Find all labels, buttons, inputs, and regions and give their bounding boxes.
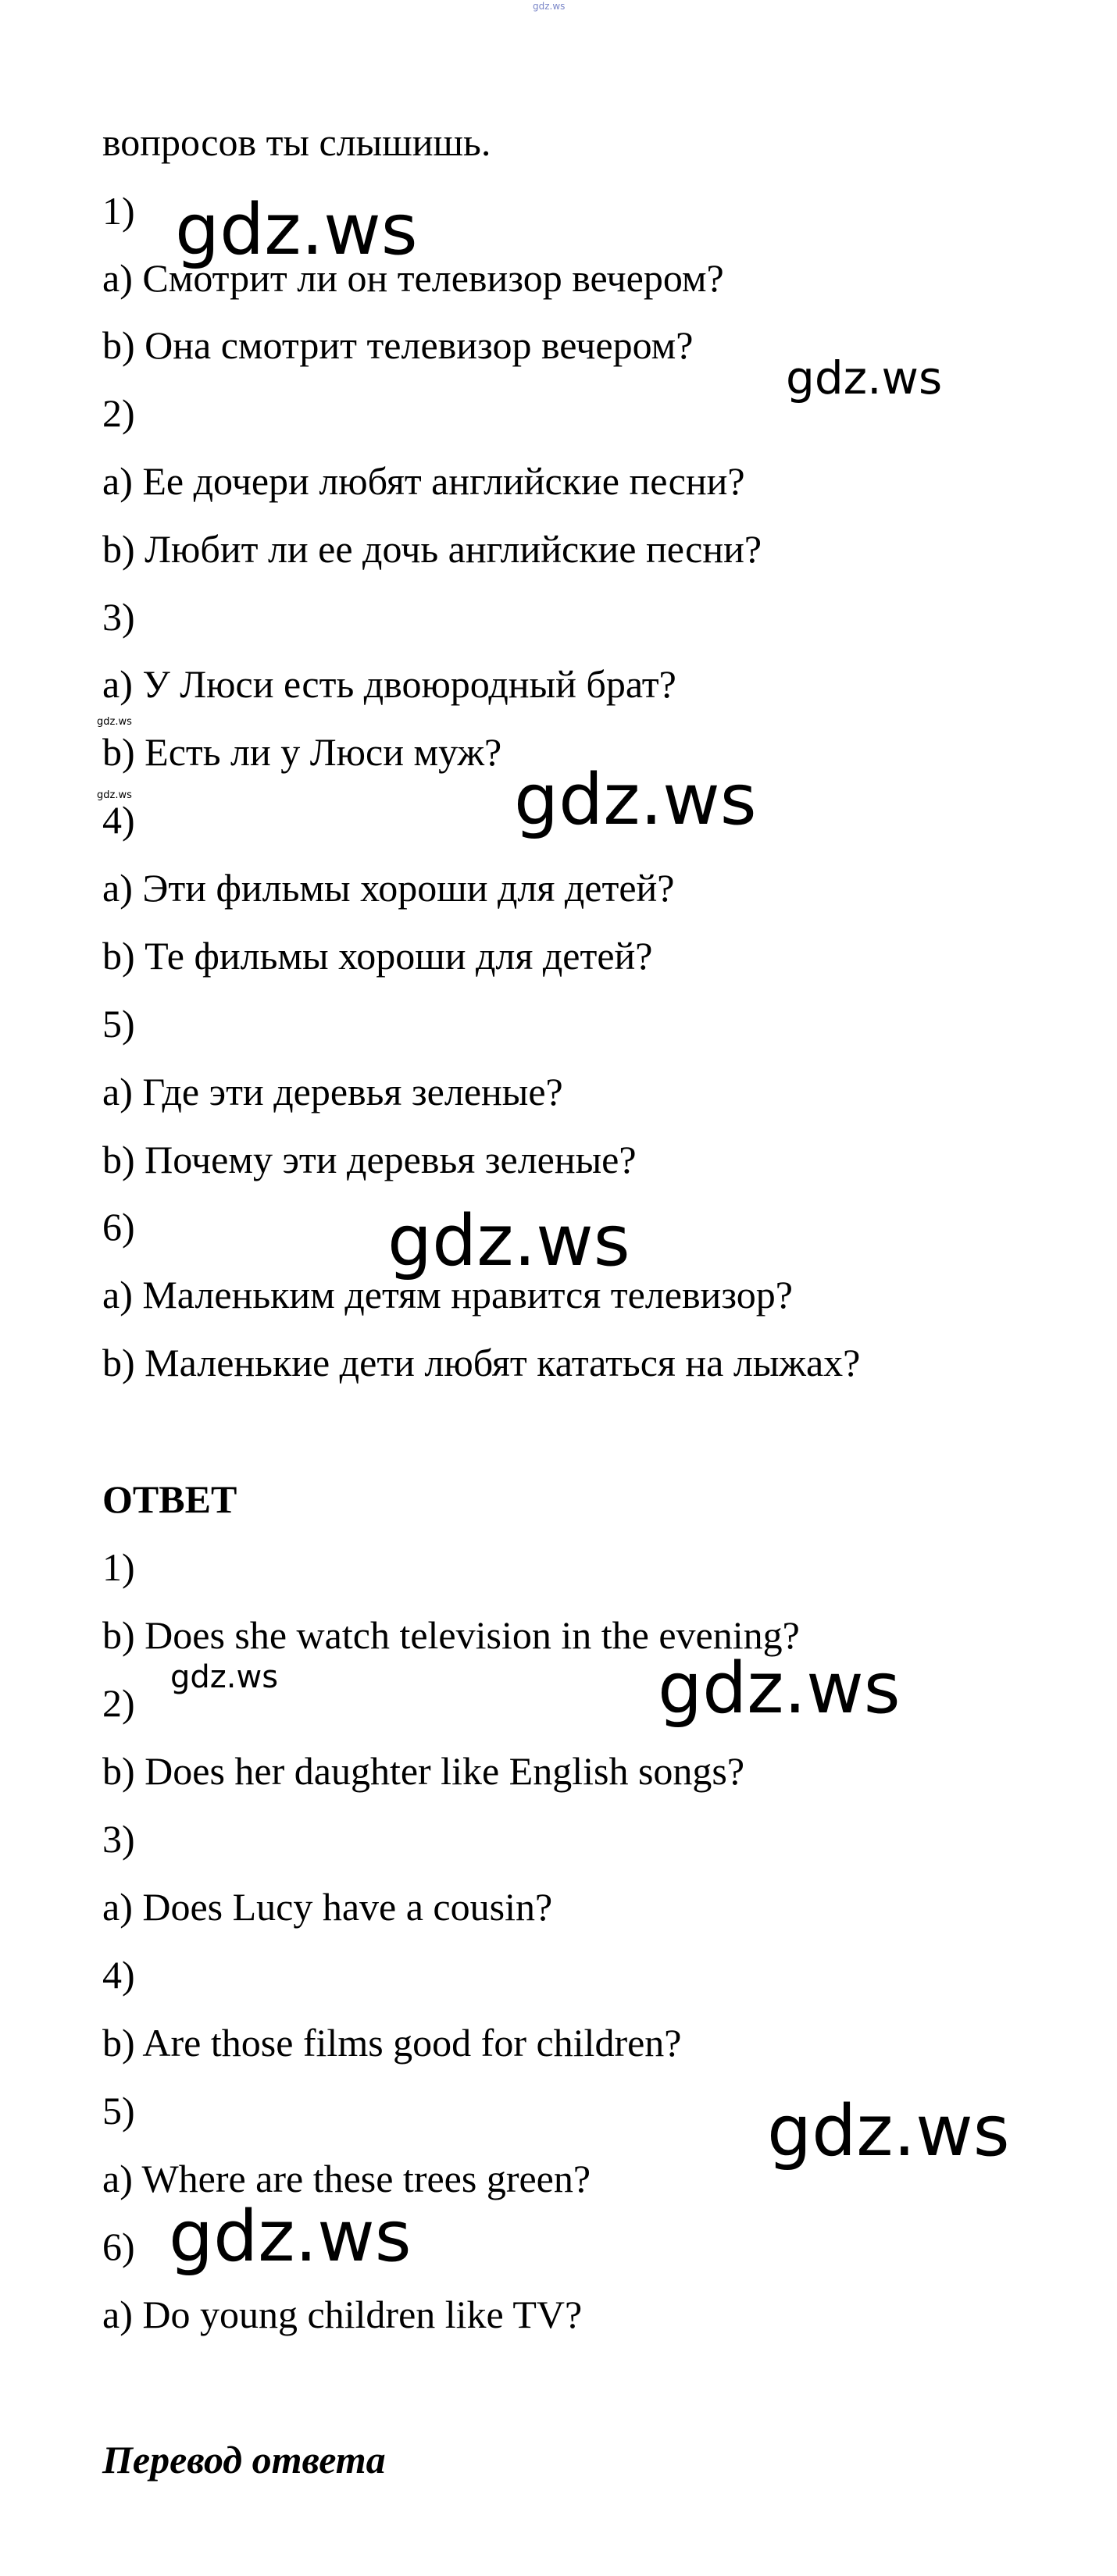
question-intro: вопросов ты слышишь. (102, 120, 491, 164)
answer-number-3: 3) (102, 1817, 135, 1861)
answer-5a: a) Where are these trees green? (102, 2157, 591, 2200)
watermark: gdz.ws (786, 351, 943, 404)
watermark: gdz.ws (387, 1200, 630, 1282)
question-5b: b) Почему эти деревья зеленые? (102, 1138, 637, 1181)
question-number-3: 3) (102, 595, 135, 639)
question-6b: b) Маленькие дети любят кататься на лыжах? (102, 1341, 861, 1384)
question-3b: b) Есть ли у Люси муж? (102, 730, 502, 774)
question-number-5: 5) (102, 1002, 135, 1046)
question-2a: a) Ее дочери любят английские песни? (102, 459, 745, 503)
answer-6a: a) Do young children like TV? (102, 2293, 583, 2336)
question-number-2: 2) (102, 391, 135, 435)
answer-number-1: 1) (102, 1545, 135, 1589)
question-4b: b) Те фильмы хороши для детей? (102, 934, 653, 978)
question-2b: b) Любит ли ее дочь английские песни? (102, 527, 762, 571)
question-1a: a) Смотрит ли он телевизор вечером? (102, 256, 724, 300)
watermark: gdz.ws (175, 189, 418, 271)
answer-1b: b) Does she watch television in the evening? (102, 1613, 800, 1657)
question-number-6: 6) (102, 1205, 135, 1249)
answer-number-2: 2) (102, 1681, 135, 1725)
question-number-1: 1) (102, 189, 135, 233)
answer-3a: a) Does Lucy have a cousin? (102, 1885, 553, 1929)
translation-heading: Перевод ответа (102, 2438, 386, 2482)
question-1b: b) Она смотрит телевизор вечером? (102, 323, 694, 367)
answer-number-4: 4) (102, 1953, 135, 1997)
question-5a: a) Где эти деревья зеленые? (102, 1070, 563, 1113)
question-number-4: 4) (102, 798, 135, 842)
watermark: gdz.ws (169, 2196, 412, 2278)
watermark: gdz.ws (97, 789, 132, 801)
question-3a: a) У Люси есть двоюродный брат? (102, 662, 676, 706)
watermark: gdz.ws (658, 1648, 901, 1730)
question-6a: a) Маленьким детям нравится телевизор? (102, 1273, 793, 1317)
watermark: gdz.ws (97, 716, 132, 728)
answer-number-5: 5) (102, 2089, 135, 2132)
answer-heading: ОТВЕТ (102, 1477, 237, 1521)
top-watermark: gdz.ws (533, 1, 566, 12)
watermark: gdz.ws (514, 759, 757, 841)
answer-number-6: 6) (102, 2225, 135, 2268)
watermark: gdz.ws (767, 2090, 1010, 2172)
question-4a: a) Эти фильмы хороши для детей? (102, 866, 675, 910)
answer-4b: b) Are those films good for children? (102, 2021, 682, 2065)
answer-2b: b) Does her daughter like English songs? (102, 1749, 745, 1793)
watermark: gdz.ws (170, 1659, 279, 1695)
